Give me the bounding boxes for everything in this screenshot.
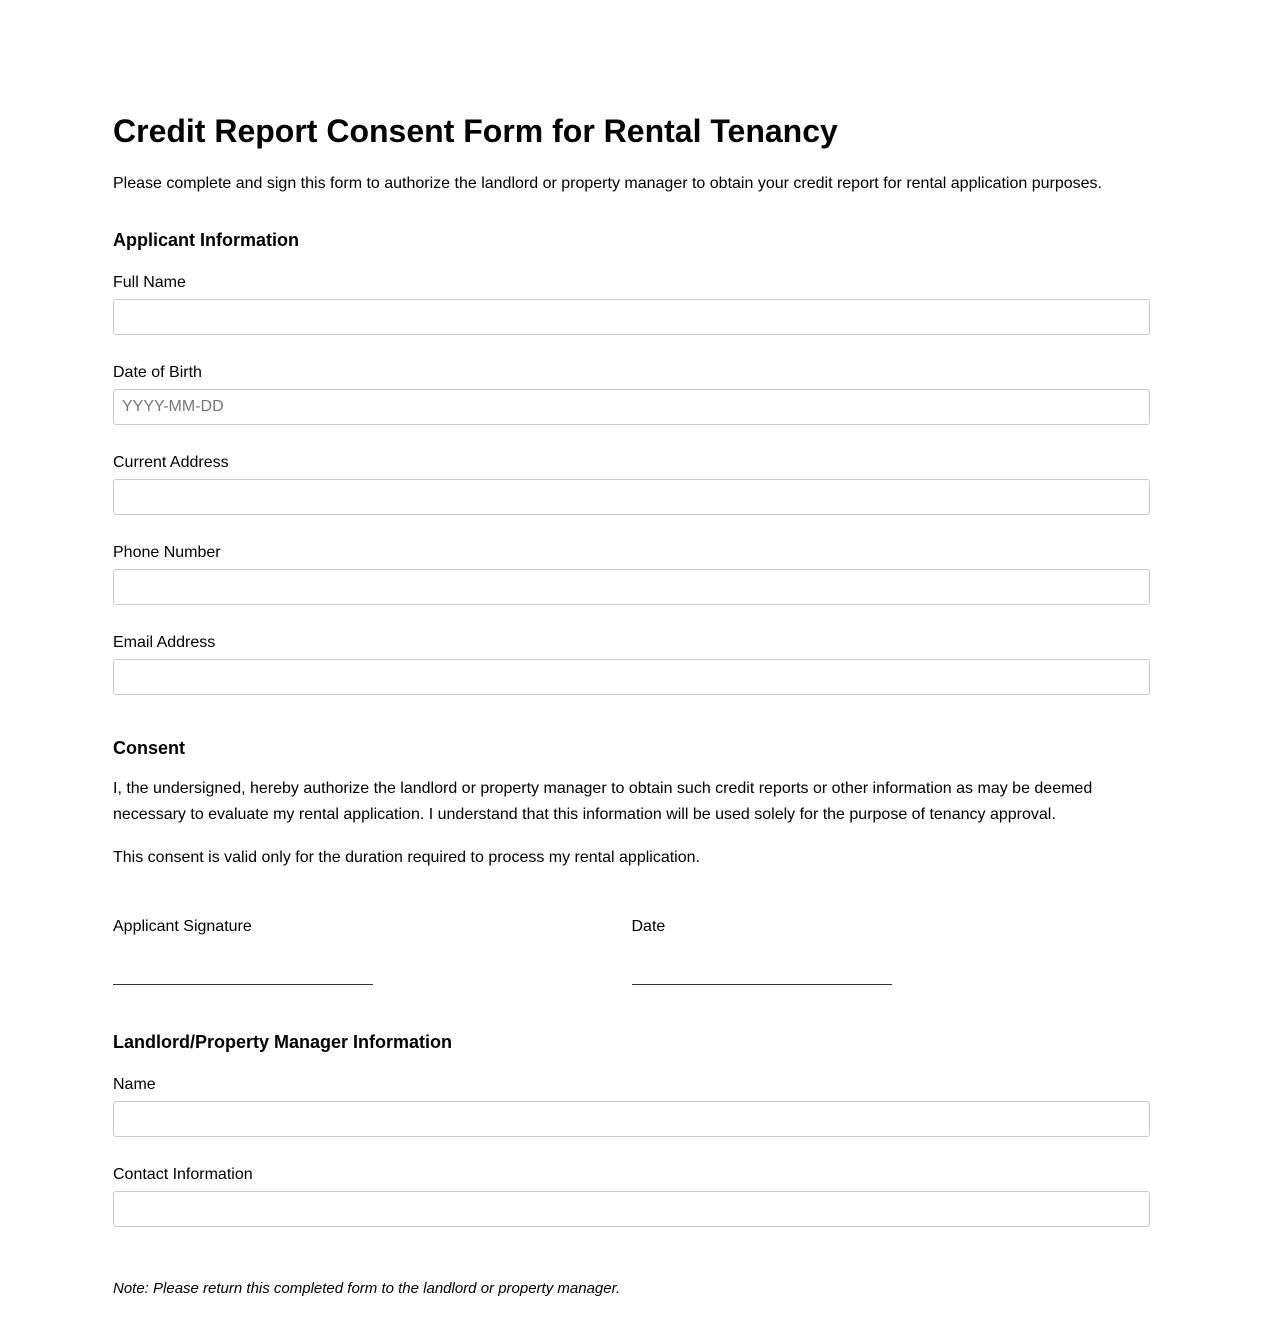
applicant-signature-block: [113, 917, 632, 1001]
page-title: Credit Report Consent Form for Rental Tenancy: [113, 113, 838, 149]
footer-note: Note: Please return this completed form to the landlord or property manager.: [113, 1280, 621, 1297]
dob-input[interactable]: [113, 389, 1150, 425]
address-input[interactable]: [113, 479, 1150, 515]
applicant-signature-label: Applicant Signature: [113, 918, 252, 935]
signature-date-label: Date: [631, 918, 666, 935]
full-name-input[interactable]: [113, 299, 1150, 335]
intro-text: Please complete and sign this form to authorize the landlord or property manager to obtain your credit report for rental application purposes.: [113, 175, 1102, 192]
signature-row: [113, 917, 1150, 1001]
phone-label: Phone Number: [113, 544, 221, 561]
landlord-name-input[interactable]: [113, 1101, 1150, 1137]
dob-field-group: [113, 363, 1150, 425]
dob-label: Date of Birth: [113, 364, 202, 381]
applicant-signature-line[interactable]: [113, 984, 373, 985]
consent-paragraph-validity: This consent is valid only for the duration required to process my rental application.: [113, 849, 700, 866]
landlord-contact-field-group: [113, 1165, 1150, 1227]
signature-date-line[interactable]: [632, 984, 892, 985]
landlord-name-field-group: [113, 1075, 1150, 1137]
address-field-group: [113, 453, 1150, 515]
landlord-name-label: Name: [113, 1076, 156, 1093]
phone-field-group: [113, 543, 1150, 605]
signature-date-block: [632, 917, 1151, 1001]
consent-paragraph-authorization: I, the undersigned, hereby authorize the landlord or property manager to obtain such credit reports or other information as may be deemed necessary to evaluate my rental application. I understand that this information will be used solely for the purpose of tenancy approval.: [113, 780, 1093, 823]
email-input[interactable]: [113, 659, 1150, 695]
email-field-group: [113, 633, 1150, 695]
address-label: Current Address: [113, 454, 229, 471]
email-label: Email Address: [113, 634, 216, 651]
applicant-section-heading: Applicant Information: [113, 230, 299, 250]
landlord-contact-label: Contact Information: [113, 1166, 253, 1183]
phone-input[interactable]: [113, 569, 1150, 605]
consent-section-heading: Consent: [113, 738, 185, 758]
landlord-section-heading: Landlord/Property Manager Information: [113, 1032, 453, 1052]
full-name-field-group: [113, 273, 1150, 335]
full-name-label: Full Name: [113, 274, 186, 291]
landlord-contact-input[interactable]: [113, 1191, 1150, 1227]
